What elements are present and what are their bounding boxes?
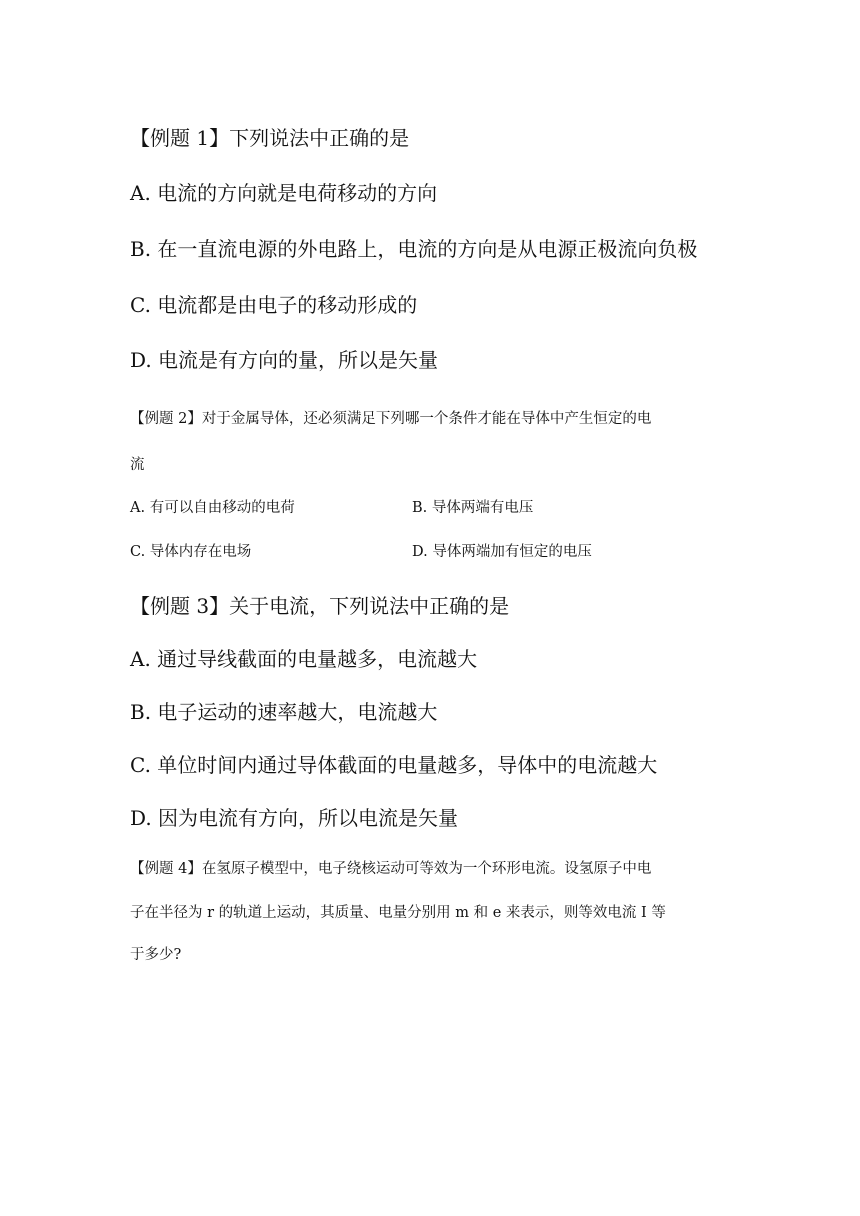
q1-option-c: C. 电流都是由电子的移动形成的 [130, 293, 418, 317]
q4-stem-line-3: 于多少? [130, 947, 182, 963]
q1-option-d: D. 电流是有方向的量，所以是矢量 [130, 348, 439, 372]
q4-stem-line-2: 子在半径为 r 的轨道上运动，其质量、电量分别用 m 和 e 来表示，则等效电流 I 等 [130, 905, 666, 921]
q4-stem-line-1: 【例题 4】在氢原子模型中，电子绕核运动可等效为一个环形电流。设氢原子中电 [130, 861, 652, 877]
q1-option-a: A. 电流的方向就是电荷移动的方向 [130, 181, 438, 205]
q2-stem-line-1: 【例题 2】对于金属导体，还必须满足下列哪一个条件才能在导体中产生恒定的电 [130, 411, 652, 427]
q3-option-d: D. 因为电流有方向，所以电流是矢量 [130, 806, 459, 830]
q3-option-a: A. 通过导线截面的电量越多，电流越大 [130, 647, 478, 671]
q1-option-b: B. 在一直流电源的外电路上，电流的方向是从电源正极流向负极 [130, 237, 698, 261]
q3-option-c: C. 单位时间内通过导体截面的电量越多，导体中的电流越大 [130, 753, 658, 777]
q3-option-b: B. 电子运动的速率越大，电流越大 [130, 700, 438, 724]
q1-stem: 【例题 1】下列说法中正确的是 [130, 126, 410, 150]
q2-option-a: A. 有可以自由移动的电荷 [130, 500, 295, 516]
q3-stem: 【例题 3】关于电流，下列说法中正确的是 [130, 594, 510, 618]
q2-stem-line-2: 流 [130, 457, 145, 473]
q2-option-d: D. 导体两端加有恒定的电压 [412, 544, 592, 560]
q2-option-c: C. 导体内存在电场 [130, 544, 252, 560]
q2-option-b: B. 导体两端有电压 [412, 500, 534, 516]
